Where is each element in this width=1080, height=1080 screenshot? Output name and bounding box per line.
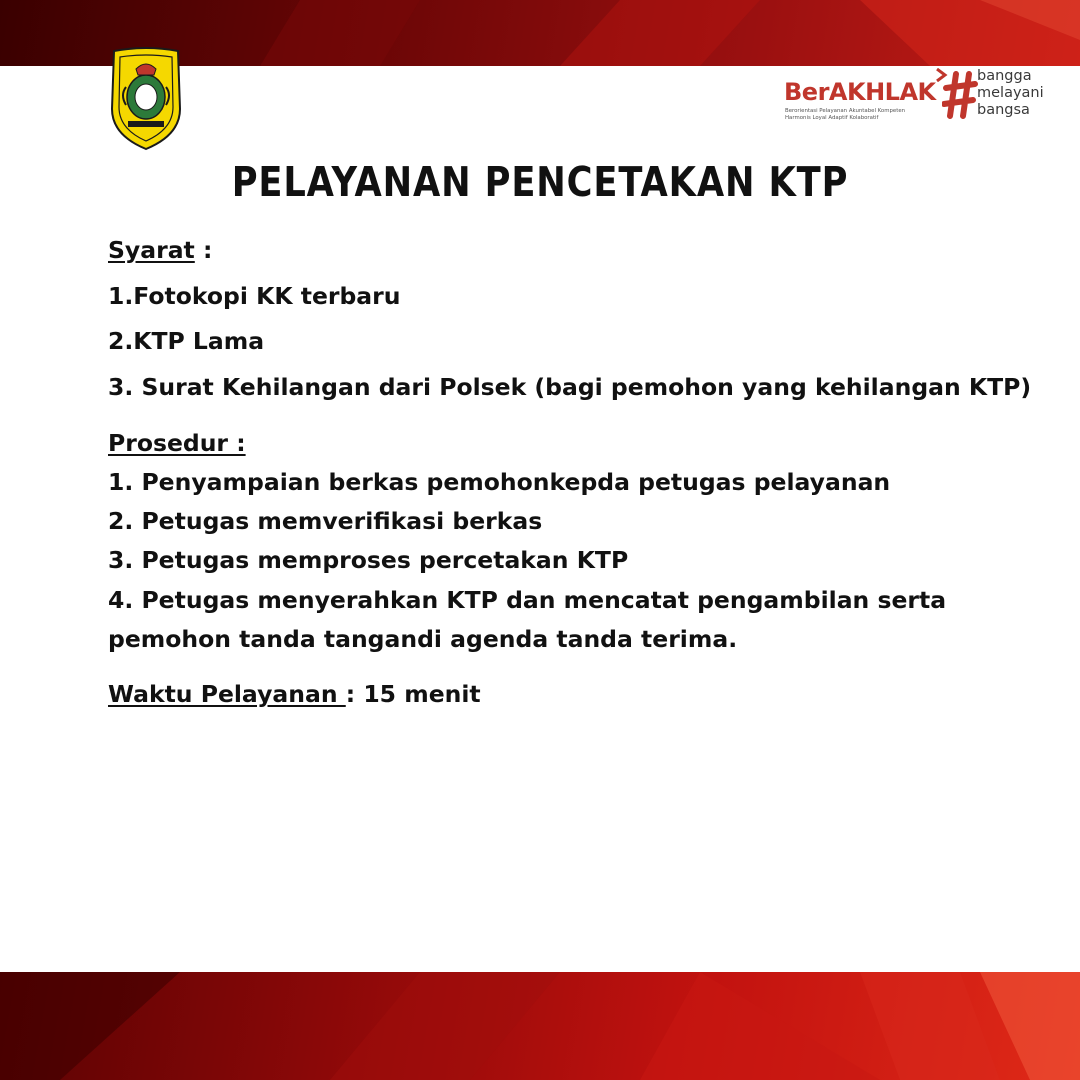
prosedur-heading: Prosedur : [108, 429, 246, 457]
berakhlak-tagline: Berorientasi Pelayanan Akuntabel Kompeten Harmonis Loyal Adaptif Kolaboratif [785, 108, 906, 121]
prosedur-item: 3. Petugas memproses percetakan KTP [108, 546, 629, 574]
waktu-pelayanan: Waktu Pelayanan : 15 menit [108, 680, 481, 708]
prosedur-item: 1. Penyampaian berkas pemohonkepda petugas pelayanan [108, 468, 891, 496]
hashtag-icon [942, 70, 978, 120]
syarat-item: 3. Surat Kehilangan dari Polsek (bagi pemohon yang kehilangan KTP) [108, 373, 1032, 401]
bottom-banner [0, 972, 1080, 1080]
bangga-melayani-bangsa: bangga melayani bangsa [977, 68, 1044, 118]
prosedur-item: 4. Petugas menyerahkan KTP dan mencatat pengambilan serta [108, 586, 947, 614]
berakhlak-wordmark: BerAKHLAK [784, 78, 936, 106]
syarat-item: 1.Fotokopi KK terbaru [108, 282, 401, 310]
bottom-banner-shapes [0, 972, 1080, 1080]
prosedur-item: 2. Petugas memverifikasi berkas [108, 507, 543, 535]
syarat-item: 2.KTP Lama [108, 327, 265, 355]
berakhlak-logo [782, 66, 1062, 126]
page-title: PELAYANAN PENCETAKAN KTP [231, 158, 849, 206]
prosedur-item-continuation: pemohon tanda tangandi agenda tanda terima. [108, 625, 738, 653]
regional-emblem-logo [106, 47, 186, 151]
syarat-heading: Syarat : [108, 236, 213, 264]
